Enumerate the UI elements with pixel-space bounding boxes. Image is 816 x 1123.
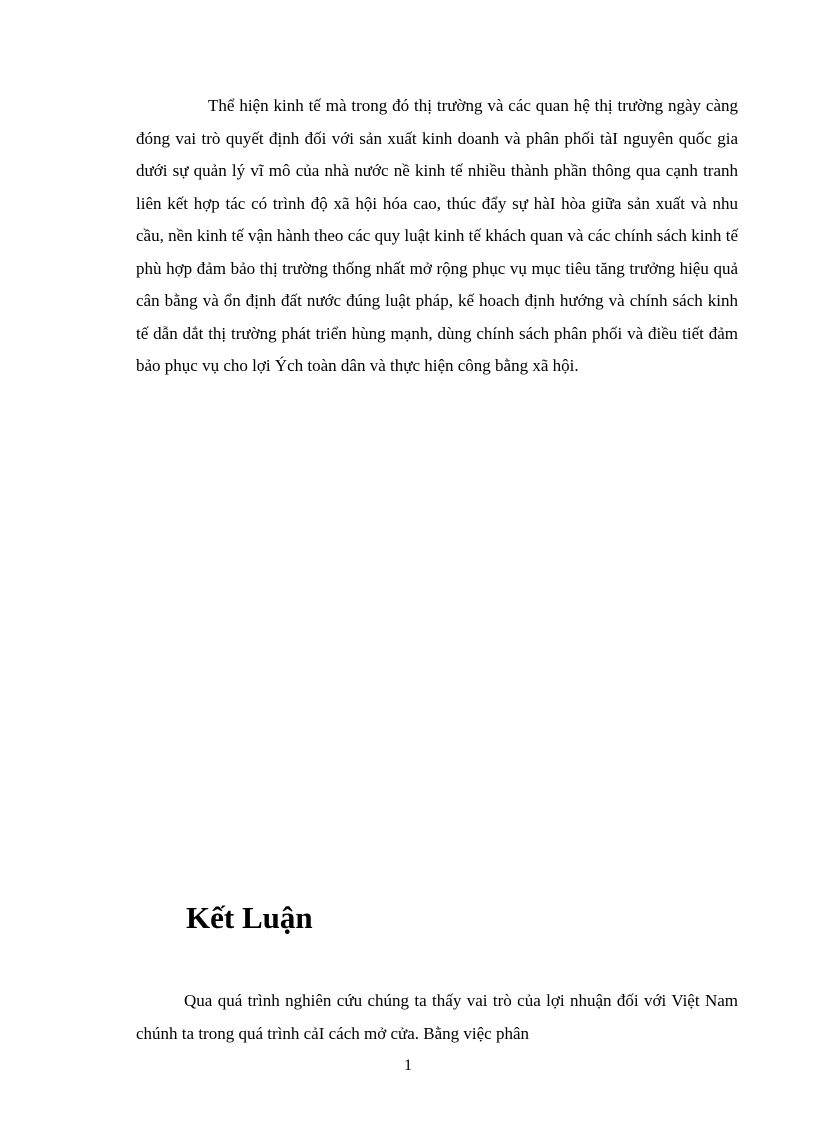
section-heading-conclusion: Kết Luận <box>186 900 313 935</box>
page-number: 1 <box>404 1057 412 1074</box>
body-paragraph-market-economy: Thể hiện kinh tế mà trong đó thị trường và các quan hệ thị trường ngày càng đóng vai trò quyết định đối với sản xuất kinh doanh và phân phối tàI nguyên quốc gia dưới sự quản lý vĩ mô của nhà nước nề kinh tế nhiều thành phần thông qua cạnh tranh liên kết hợp tác có trình độ xã hội hóa cao, thúc đẩy sự hàI hòa giữa sản xuất và nhu cầu, nền kinh tế vận hành theo các quy luật kinh tế khách quan và các chính sách kinh tế phù hợp đảm bảo thị trường thống nhất mở rộng phục vụ mục tiêu tăng trưởng hiệu quả cân bằng và ổn định đất nước đúng luật pháp, kế hoach định hướng và chính sách kinh tế dẫn dắt thị trường phát triển hùng mạnh, dùng chính sách phân phối và điều tiết đảm bảo phục vụ cho lợi Ých toàn dân và thực hiện công bằng xã hội. <box>136 96 738 375</box>
body-paragraph-conclusion: Qua quá trình nghiên cứu chúng ta thấy vai trò của lợi nhuận đối với Việt Nam chúnh ta trong quá trình cảI cách mở cửa. Bằng việc phân <box>136 991 738 1043</box>
